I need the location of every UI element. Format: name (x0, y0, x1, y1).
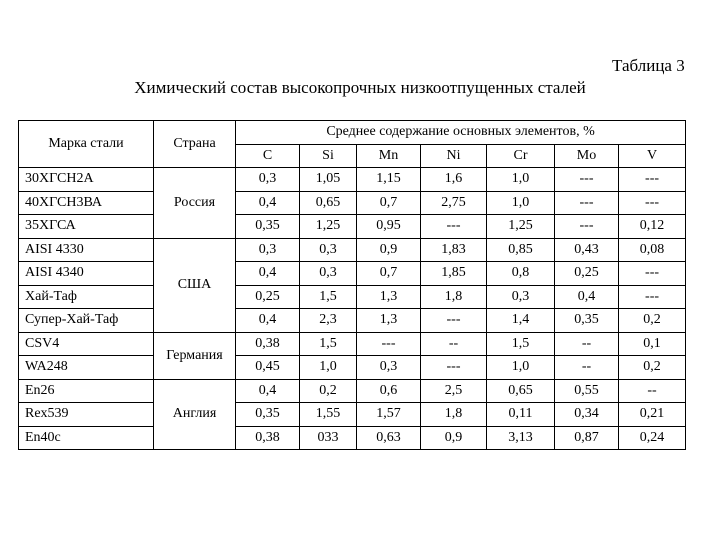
element-value-cell: 0,43 (555, 238, 619, 262)
table-row (19, 168, 686, 192)
element-value-cell: -- (619, 379, 686, 403)
element-value-cell: 1,55 (300, 403, 357, 427)
element-value-cell: 0,24 (619, 426, 686, 450)
steel-grade-cell: Супер-Хай-Таф (19, 309, 154, 333)
table-row (19, 262, 686, 286)
element-value-cell: --- (357, 332, 421, 356)
header-country: Страна (154, 121, 236, 168)
element-value-cell: 2,75 (421, 191, 487, 215)
header-element: Cr (487, 144, 555, 168)
header-element: C (236, 144, 300, 168)
element-value-cell: 1,5 (487, 332, 555, 356)
element-value-cell: 0,9 (421, 426, 487, 450)
table-row (19, 379, 686, 403)
table-row (19, 191, 686, 215)
element-value-cell: 0,38 (236, 332, 300, 356)
element-value-cell: 1,0 (487, 356, 555, 380)
element-value-cell: 0,85 (487, 238, 555, 262)
steel-grade-cell: 35ХГСА (19, 215, 154, 239)
element-value-cell: 2,3 (300, 309, 357, 333)
steel-grade-cell: En26 (19, 379, 154, 403)
steel-grade-cell: Rex539 (19, 403, 154, 427)
element-value-cell: 0,4 (236, 379, 300, 403)
steel-grade-cell: 30ХГСН2А (19, 168, 154, 192)
element-value-cell: 0,8 (487, 262, 555, 286)
table-row (19, 426, 686, 450)
steel-grade-cell: AISI 4340 (19, 262, 154, 286)
element-value-cell: 0,3 (236, 168, 300, 192)
steel-grade-cell: WA248 (19, 356, 154, 380)
element-value-cell: 0,21 (619, 403, 686, 427)
header-element: Ni (421, 144, 487, 168)
element-value-cell: --- (421, 215, 487, 239)
element-value-cell: 1,0 (487, 191, 555, 215)
element-value-cell: 0,7 (357, 262, 421, 286)
element-value-cell: 0,65 (300, 191, 357, 215)
element-value-cell: 1,25 (487, 215, 555, 239)
steel-grade-cell: CSV4 (19, 332, 154, 356)
header-element: Mn (357, 144, 421, 168)
table-body (19, 168, 686, 450)
element-value-cell: 0,3 (300, 238, 357, 262)
element-value-cell: 0,38 (236, 426, 300, 450)
table-row (19, 215, 686, 239)
element-value-cell: --- (619, 168, 686, 192)
country-cell: США (154, 238, 236, 332)
element-value-cell: 0,65 (487, 379, 555, 403)
element-value-cell: --- (555, 168, 619, 192)
element-value-cell: 0,7 (357, 191, 421, 215)
table-row (19, 238, 686, 262)
element-value-cell: 0,9 (357, 238, 421, 262)
element-value-cell: 1,3 (357, 309, 421, 333)
element-value-cell: 0,4 (236, 309, 300, 333)
element-value-cell: -- (421, 332, 487, 356)
element-value-cell: 1,3 (357, 285, 421, 309)
element-value-cell: --- (421, 356, 487, 380)
element-value-cell: 0,4 (236, 191, 300, 215)
element-value-cell: 1,4 (487, 309, 555, 333)
element-value-cell: --- (619, 285, 686, 309)
table-row (19, 285, 686, 309)
element-value-cell: 0,4 (236, 262, 300, 286)
element-value-cell: --- (619, 262, 686, 286)
header-element: Si (300, 144, 357, 168)
element-value-cell: 1,83 (421, 238, 487, 262)
element-value-cell: --- (555, 215, 619, 239)
table-row (19, 309, 686, 333)
element-value-cell: -- (555, 356, 619, 380)
element-value-cell: 0,12 (619, 215, 686, 239)
element-value-cell: 1,8 (421, 285, 487, 309)
element-value-cell: 0,3 (487, 285, 555, 309)
table-row (19, 356, 686, 380)
element-value-cell: 0,63 (357, 426, 421, 450)
table-row (19, 332, 686, 356)
element-value-cell: 0,11 (487, 403, 555, 427)
header-element: V (619, 144, 686, 168)
steel-grade-cell: Хай-Таф (19, 285, 154, 309)
element-value-cell: 1,25 (300, 215, 357, 239)
element-value-cell: 0,35 (236, 215, 300, 239)
element-value-cell: 0,25 (236, 285, 300, 309)
element-value-cell: 0,08 (619, 238, 686, 262)
element-value-cell: 1,0 (300, 356, 357, 380)
element-value-cell: 0,35 (555, 309, 619, 333)
element-value-cell: --- (421, 309, 487, 333)
element-value-cell: 0,35 (236, 403, 300, 427)
header-element: Mo (555, 144, 619, 168)
element-value-cell: 0,6 (357, 379, 421, 403)
element-value-cell: --- (619, 191, 686, 215)
element-value-cell: 1,5 (300, 285, 357, 309)
element-value-cell: 0,34 (555, 403, 619, 427)
steel-grade-cell: AISI 4330 (19, 238, 154, 262)
element-value-cell: 3,13 (487, 426, 555, 450)
steel-grade-cell: En40c (19, 426, 154, 450)
element-value-cell: 1,15 (357, 168, 421, 192)
element-value-cell: --- (555, 191, 619, 215)
table-number: Таблица 3 (612, 56, 685, 75)
element-value-cell: 1,6 (421, 168, 487, 192)
element-value-cell: 1,8 (421, 403, 487, 427)
element-value-cell: 1,57 (357, 403, 421, 427)
element-value-cell: 0,87 (555, 426, 619, 450)
element-value-cell: 1,0 (487, 168, 555, 192)
steel-composition-table (18, 120, 686, 450)
element-value-cell: 0,2 (300, 379, 357, 403)
country-cell: Россия (154, 168, 236, 239)
element-value-cell: 0,2 (619, 309, 686, 333)
element-value-cell: 033 (300, 426, 357, 450)
table-title: Химический состав высокопрочных низкоотпущенных сталей (134, 78, 586, 97)
element-value-cell: 0,3 (357, 356, 421, 380)
element-value-cell: 2,5 (421, 379, 487, 403)
element-value-cell: 0,3 (300, 262, 357, 286)
element-value-cell: 0,45 (236, 356, 300, 380)
country-cell: Германия (154, 332, 236, 379)
element-value-cell: 1,85 (421, 262, 487, 286)
element-value-cell: 0,25 (555, 262, 619, 286)
header-content-group: Среднее содержание основных элементов, % (236, 121, 686, 145)
steel-grade-cell: 40ХГСН3ВА (19, 191, 154, 215)
element-value-cell: 0,1 (619, 332, 686, 356)
table-row (19, 403, 686, 427)
element-value-cell: 0,55 (555, 379, 619, 403)
country-cell: Англия (154, 379, 236, 450)
element-value-cell: 1,5 (300, 332, 357, 356)
element-value-cell: 1,05 (300, 168, 357, 192)
element-value-cell: -- (555, 332, 619, 356)
element-value-cell: 0,3 (236, 238, 300, 262)
header-row (19, 121, 686, 145)
element-value-cell: 0,4 (555, 285, 619, 309)
element-value-cell: 0,2 (619, 356, 686, 380)
element-value-cell: 0,95 (357, 215, 421, 239)
header-grade: Марка стали (19, 121, 154, 168)
